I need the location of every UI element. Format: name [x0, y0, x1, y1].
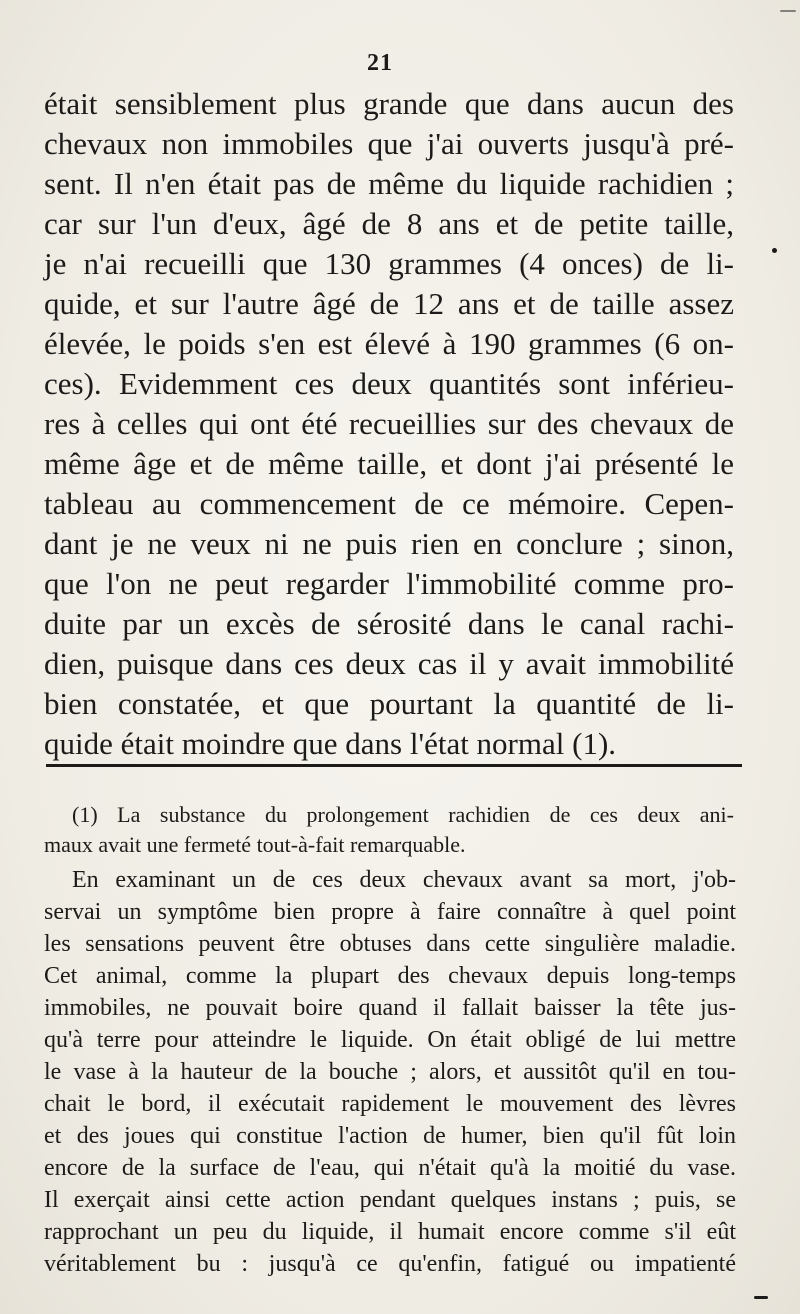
- body-line: dien, puisque dans ces deux cas il y avait immobilité: [44, 646, 734, 681]
- body-line: res à celles qui ont été recueillies sur des chevaux de: [44, 406, 734, 441]
- ink-speck: [780, 10, 796, 12]
- body-line: était sensiblement plus grande que dans aucun des: [44, 86, 734, 121]
- continuation-line: Cet animal, comme la plupart des chevaux depuis long-temps: [44, 963, 736, 989]
- body-line: car sur l'un d'eux, âgé de 8 ans et de petite taille,: [44, 206, 734, 241]
- continuation-line: qu'à terre pour atteindre le liquide. On était obligé de lui mettre: [44, 1027, 736, 1053]
- footnote-line: (1) La substance du prolongement rachidien de ces deux ani-: [72, 802, 734, 827]
- continuation-line: servai un symptôme bien propre à faire connaître à quel point: [44, 899, 736, 925]
- continuation-line: immobiles, ne pouvait boire quand il fallait baisser la tête jus-: [44, 995, 736, 1021]
- continuation-line: les sensations peuvent être obtuses dans cette singulière maladie.: [44, 931, 736, 957]
- footnote-separator-rule: [46, 764, 742, 767]
- ink-speck: [754, 1296, 768, 1299]
- continuation-line: rapprochant un peu du liquide, il humait encore comme s'il eût: [44, 1219, 736, 1245]
- main-body-text: [44, 84, 734, 764]
- body-line: même âge et de même taille, et dont j'ai présenté le: [44, 446, 734, 481]
- continuation-line: Il exerçait ainsi cette action pendant quelques instans ; puis, se: [44, 1187, 736, 1213]
- body-line: sent. Il n'en était pas de même du liquide rachidien ;: [44, 166, 734, 201]
- continuation-line: chait le bord, il exécutait rapidement le mouvement des lèvres: [44, 1091, 736, 1117]
- continuation-text: [44, 864, 736, 1280]
- body-line: quide était moindre que dans l'état normal (1).: [44, 726, 617, 761]
- continuation-line: En examinant un de ces deux chevaux avant sa mort, j'ob-: [72, 867, 736, 893]
- body-line: élevée, le poids s'en est élevé à 190 grammes (6 on-: [44, 326, 734, 361]
- body-line: tableau au commencement de ce mémoire. Cepen-: [44, 486, 734, 521]
- continuation-line: véritablement bu : jusqu'à ce qu'enfin, fatigué ou impatienté: [44, 1251, 736, 1277]
- body-line: duite par un excès de sérosité dans le canal rachi-: [44, 606, 734, 641]
- footnote-line: maux avait une fermeté tout-à-fait remarquable.: [44, 832, 466, 857]
- ink-speck: [772, 248, 777, 253]
- footnote: [44, 800, 734, 860]
- body-line: dant je ne veux ni ne puis rien en conclure ; sinon,: [44, 526, 734, 561]
- body-line: je n'ai recueilli que 130 grammes (4 onces) de li-: [44, 246, 734, 281]
- continuation-line: et des joues qui constitue l'action de humer, bien qu'il fût loin: [44, 1123, 736, 1149]
- body-line: chevaux non immobiles que j'ai ouverts jusqu'à pré-: [44, 126, 734, 161]
- body-line: bien constatée, et que pourtant la quantité de li-: [44, 686, 734, 721]
- page-number: 21: [367, 50, 393, 76]
- continuation-line: le vase à la hauteur de la bouche ; alors, et aussitôt qu'il en tou-: [44, 1059, 736, 1085]
- body-line: ces). Evidemment ces deux quantités sont inférieu-: [44, 366, 734, 401]
- body-line: que l'on ne peut regarder l'immobilité comme pro-: [44, 566, 734, 601]
- body-line: quide, et sur l'autre âgé de 12 ans et de taille assez: [44, 286, 734, 321]
- continuation-line: encore de la surface de l'eau, qui n'était qu'à la moitié du vase.: [44, 1155, 736, 1181]
